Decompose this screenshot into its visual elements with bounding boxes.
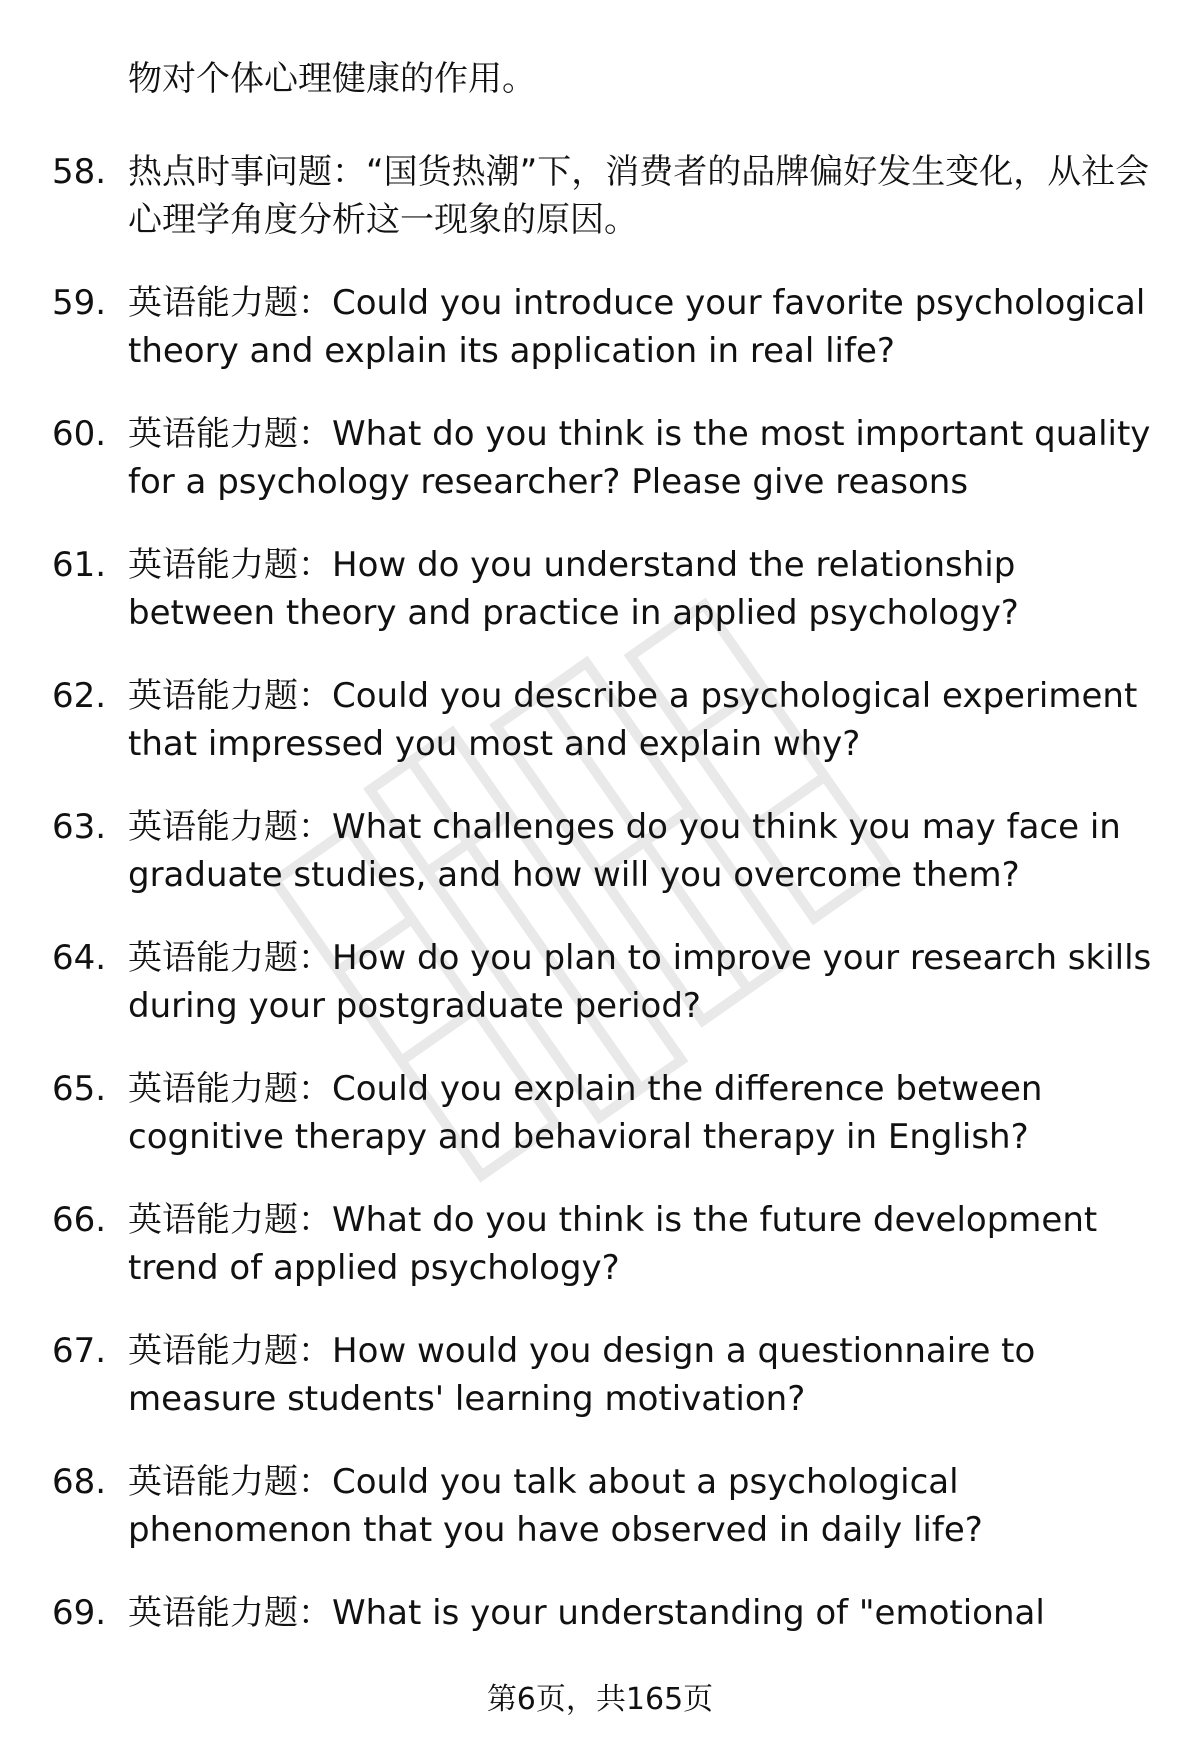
question-text: 英语能力题：What do you think is the most important quality for a psychology researcher? Please give reasons (128, 414, 1151, 502)
list-item (52, 803, 1162, 899)
list-item (52, 541, 1162, 637)
question-number: 63. (52, 807, 107, 847)
question-list (52, 148, 1162, 1672)
question-number: 69. (52, 1593, 107, 1633)
question-text: 英语能力题：What is your understanding of "emotional (128, 1593, 1045, 1633)
question-number: 62. (52, 676, 107, 716)
question-number: 59. (52, 283, 107, 323)
question-number: 66. (52, 1200, 107, 1240)
list-item (52, 1065, 1162, 1161)
list-item (52, 934, 1162, 1030)
question-number: 61. (52, 545, 107, 585)
question-number: 65. (52, 1069, 107, 1109)
list-item (52, 1196, 1162, 1292)
list-item (52, 1458, 1162, 1554)
question-number: 64. (52, 938, 107, 978)
question-text: 英语能力题：What do you think is the future development trend of applied psychology? (128, 1200, 1098, 1288)
question-text: 英语能力题：Could you describe a psychological experiment that impressed you most and explain why? (128, 676, 1138, 764)
list-item (52, 279, 1162, 375)
question-number: 68. (52, 1462, 107, 1502)
list-item (52, 148, 1162, 244)
question-text: 英语能力题：What challenges do you think you may face in graduate studies, and how will you overcome them? (128, 807, 1121, 895)
question-text: 英语能力题：Could you explain the difference between cognitive therapy and behavioral therapy in English? (128, 1069, 1043, 1157)
question-text: 英语能力题：Could you introduce your favorite psychological theory and explain its application in real life? (128, 283, 1146, 371)
continuation-text: 物对个体心理健康的作用。 (128, 59, 536, 99)
list-item (52, 1589, 1162, 1637)
question-text: 英语能力题：How do you plan to improve your research skills during your postgraduate period? (128, 938, 1152, 1026)
question-text: 英语能力题：How would you design a questionnaire to measure students' learning motivation? (128, 1331, 1036, 1419)
list-item (52, 410, 1162, 506)
question-text: 热点时事问题：“国货热潮”下，消费者的品牌偏好发生变化，从社会心理学角度分析这一现象的原因。 (128, 152, 1150, 240)
list-item (52, 672, 1162, 768)
question-text: 英语能力题：How do you understand the relationship between theory and practice in applied psychology? (128, 545, 1019, 633)
question-number: 60. (52, 414, 107, 454)
page-footer: 第6页，共165页 (486, 1682, 714, 1717)
list-item (52, 1327, 1162, 1423)
question-number: 67. (52, 1331, 107, 1371)
question-text: 英语能力题：Could you talk about a psychological phenomenon that you have observed in daily life? (128, 1462, 983, 1550)
question-number: 58. (52, 152, 107, 192)
